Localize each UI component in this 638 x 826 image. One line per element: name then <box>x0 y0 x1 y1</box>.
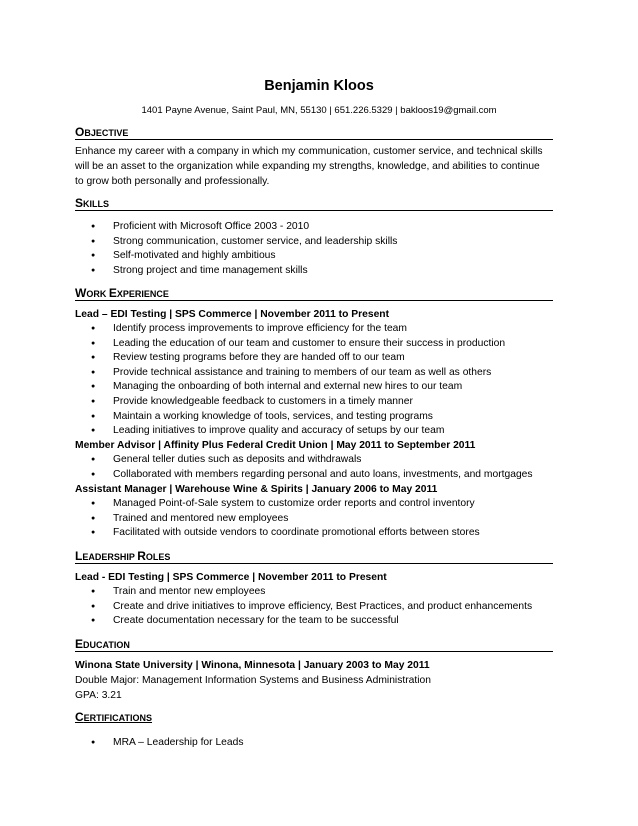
list-item: ● Review testing programs before they are handed off to our team <box>0 351 505 366</box>
contact-line: 1401 Payne Avenue, Saint Paul, MN, 55130 | 651.226.5329 | bakloos19@gmail.com <box>141 105 497 116</box>
job-title-sps: Lead – EDI Testing | SPS Commerce | November 2011 to Present <box>75 309 390 320</box>
skills-heading: SKILLS <box>75 196 553 211</box>
list-item: ● Identify process improvements to improve efficiency for the team <box>0 322 505 337</box>
list-item: ● Self-motivated and highly ambitious <box>0 249 397 264</box>
education-gpa: GPA: 3.21 <box>75 690 122 701</box>
list-item: ● MRA – Leadership for Leads <box>0 736 244 751</box>
list-item: ● Create and drive initiatives to improve efficiency, Best Practices, and product enhancements <box>0 600 532 615</box>
candidate-name: Benjamin Kloos <box>264 78 374 94</box>
list-item: ● Strong communication, customer service, and leadership skills <box>0 235 397 250</box>
leadership-title: Lead - EDI Testing | SPS Commerce | November 2011 to Present <box>75 572 387 583</box>
education-major: Double Major: Management Information Systems and Business Administration <box>75 675 431 686</box>
job-duties-warehouse <box>0 497 480 541</box>
list-item: ● Provide knowledgeable feedback to customers in a timely manner <box>0 395 505 410</box>
list-item: ● Train and mentor new employees <box>0 585 532 600</box>
list-item: ● Collaborated with members regarding personal and auto loans, investments, and mortgages <box>0 468 533 483</box>
objective-line: to grow both personally and professionally. <box>75 176 270 187</box>
job-duties-sps <box>0 322 505 439</box>
job-duties-affinity <box>0 453 533 482</box>
work-experience-heading: WORK EXPERIENCE <box>75 286 553 301</box>
education-school: Winona State University | Winona, Minnesota | January 2003 to May 2011 <box>75 660 430 671</box>
objective-line: Enhance my career with a company in which my communication, customer service, and technical skills <box>75 146 543 157</box>
list-item: ● Strong project and time management skills <box>0 264 397 279</box>
job-title-warehouse: Assistant Manager | Warehouse Wine & Spirits | January 2006 to May 2011 <box>75 484 438 495</box>
list-item: ● Leading the education of our team and customer to ensure their success in production <box>0 337 505 352</box>
list-item: ● Create documentation necessary for the team to be successful <box>0 614 532 629</box>
skills-list <box>0 220 397 278</box>
objective-heading: OBJECTIVE <box>75 125 553 140</box>
list-item: ● Managed Point-of-Sale system to customize order reports and control inventory <box>0 497 480 512</box>
list-item: ● Managing the onboarding of both internal and external new hires to our team <box>0 380 505 395</box>
list-item: ● Trained and mentored new employees <box>0 512 480 527</box>
list-item: ● Provide technical assistance and training to members of our team as well as others <box>0 366 505 381</box>
list-item: ● General teller duties such as deposits and withdrawals <box>0 453 533 468</box>
objective-line: will be an asset to the organization while expanding my strengths, knowledge, and abilities to continue <box>75 161 540 172</box>
certifications-heading: CERTIFICATIONS <box>75 710 153 724</box>
job-title-affinity: Member Advisor | Affinity Plus Federal Credit Union | May 2011 to September 2011 <box>75 440 476 451</box>
leadership-roles-heading: LEADERSHIP ROLES <box>75 549 553 564</box>
list-item: ● Maintain a working knowledge of tools, services, and testing programs <box>0 410 505 425</box>
list-item: ● Proficient with Microsoft Office 2003 - 2010 <box>0 220 397 235</box>
list-item: ● Facilitated with outside vendors to coordinate promotional efforts between stores <box>0 526 480 541</box>
leadership-list <box>0 585 532 629</box>
certifications-list <box>0 736 244 751</box>
education-heading: EDUCATION <box>75 637 553 652</box>
objective-text <box>75 144 555 189</box>
list-item: ● Leading initiatives to improve quality and accuracy of setups by our team <box>0 424 505 439</box>
education-details <box>75 673 555 703</box>
